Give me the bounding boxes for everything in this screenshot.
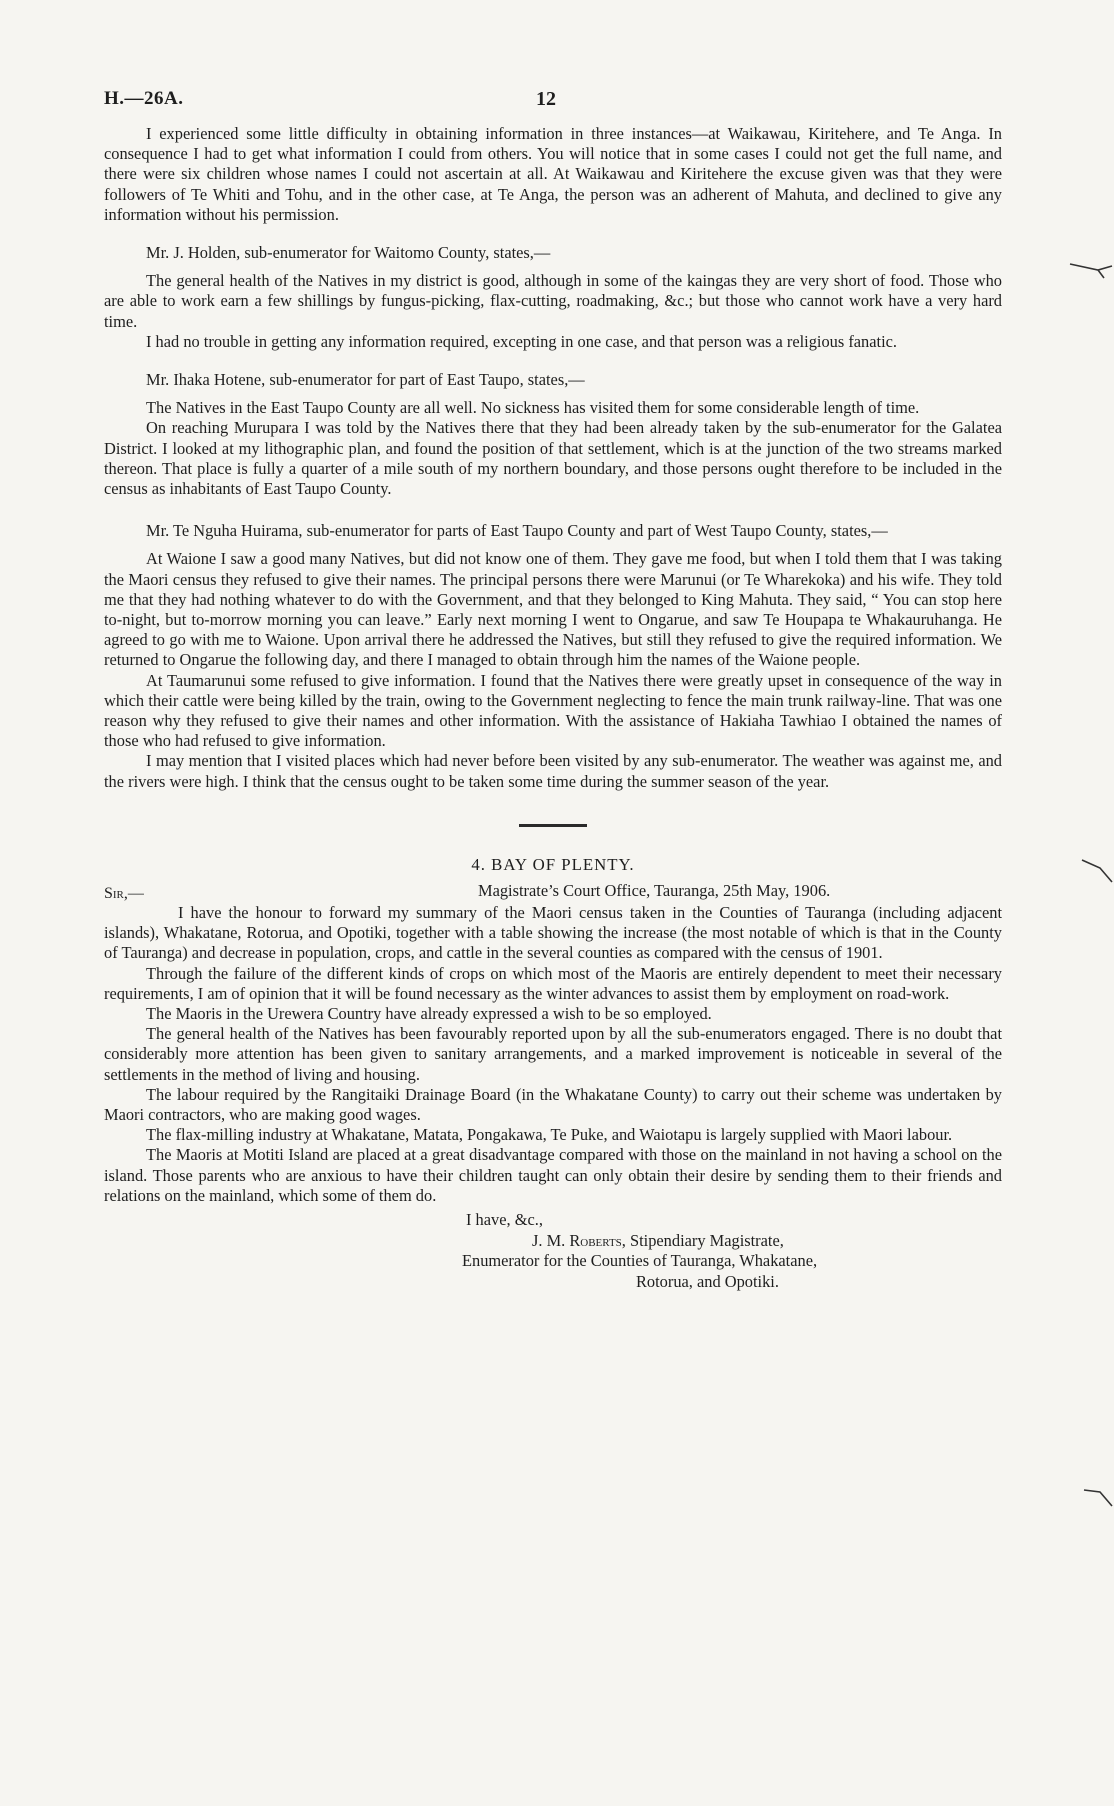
paragraph: I have the honour to forward my summary of the Maori census taken in the Counties of Tauranga (including adjacent islands), Whakatane, Rotorua, and Opotiki, together with a table showing the increase (the most notable of which is that in the County of Tauranga) and decrease in population, crops, and cattle in the several counties as compared with the census of 1901. — [104, 902, 1002, 963]
paragraph: The Maoris at Motiti Island are placed at a great disadvantage compared with those on the mainland in not having a school on the island. Those parents who are anxious to have their children taught can only obtain their desire by sending them to their friends and relations on the mainland, which some of them do. — [104, 1145, 1002, 1205]
paragraph: The Natives in the East Taupo County are all well. No sickness has visited them for some considerable length of time. — [146, 398, 920, 418]
letter-address: Magistrate’s Court Office, Tauranga, 25th May, 1906. — [478, 880, 831, 900]
paragraph: The flax-milling industry at Whakatane, Matata, Pongakawa, Te Puke, and Waiotapu is largely supplied with Maori labour. — [146, 1125, 953, 1145]
report-intro: Mr. Ihaka Hotene, sub-enumerator for part of East Taupo, states,— — [146, 370, 585, 390]
margin-pencil-mark — [1068, 256, 1114, 280]
section-title: 4. BAY OF PLENTY. — [471, 854, 635, 874]
paragraph: The Maoris in the Urewera Country have already expressed a wish to be so employed. — [146, 1003, 712, 1023]
paragraph: I had no trouble in getting any information required, excepting in one case, and that person was a religious fanatic. — [146, 331, 897, 351]
paragraph: The general health of the Natives has been favourably reported upon by all the sub-enumerators engaged. There is no doubt that considerably more attention has been given to sanitary arrangements, and a marked improvement is noticeable in several of the settlements in the method of living and housing. — [104, 1024, 1002, 1084]
closing: I have, &c., — [466, 1209, 543, 1229]
salutation: Sir,— — [104, 884, 144, 902]
paragraph: The general health of the Natives in my district is good, although in some of the kaingas they are very short of food. Those who are able to work earn a few shillings by fungus-picking, flax-cutting, roadmaking, &c.; but those who cannot work have a very hard time. — [104, 271, 1002, 331]
margin-pencil-mark — [1080, 856, 1114, 886]
margin-pencil-mark — [1082, 1486, 1114, 1512]
bay-of-plenty-section — [104, 855, 1002, 1292]
page-number: 12 — [536, 88, 556, 110]
signature-line: Rotorua, and Opotiki. — [636, 1271, 779, 1291]
section-divider — [519, 824, 587, 827]
holden-report — [104, 243, 1002, 352]
report-reference: H.—26A. — [104, 88, 184, 109]
signature-line: Enumerator for the Counties of Tauranga, Whakatane, — [462, 1251, 818, 1271]
top-section — [104, 124, 1002, 225]
huirama-report — [104, 521, 1002, 792]
paragraph: The labour required by the Rangitaiki Drainage Board (in the Whakatane County) to carry out their scheme was undertaken by Maori contractors, who are making good wages. — [104, 1084, 1002, 1124]
letter-heading — [104, 881, 1002, 903]
signature-line — [104, 1231, 1002, 1252]
paragraph: At Waione I saw a good many Natives, but did not know one of them. They gave me food, but when I told them that I was taking the Maori census they refused to give their names. The principal persons there were Marunui (or Te Wharekoka) and his wife. They told me that they had nothing whatever to do with the Government, and that they belonged to King Mahuta. They said, “ You can stop here to-night, but to-morrow morning you can leave.” Early next morning I went to Ongarue, and saw Te Houpapa te Whakauruhanga. He agreed to go with me to Waione. Upon arrival there he addressed the Natives, but still they refused to give the required information. We returned to Ongarue the following day, and there I managed to obtain through him the names of the Waione people. — [104, 549, 1002, 670]
report-intro: Mr. Te Nguha Huirama, sub-enumerator for parts of East Taupo County and part of West Taupo County, states,— — [146, 521, 888, 541]
document-page — [104, 88, 1002, 1292]
paragraph: I may mention that I visited places which had never before been visited by any sub-enumerator. The weather was against me, and the rivers were high. I think that the census ought to be taken some time during the summer season of the year. — [104, 751, 1002, 791]
paragraph: I experienced some little difficulty in obtaining information in three instances—at Waikawau, Kiritehere, and Te Anga. In consequence I had to get what information I could from others. You will notice that in some cases I could not get the full name, and there were six children whose names I could not ascertain at all. At Waikawau and Kiritehere the excuse given was that they were followers of Te Whiti and Tohu, and in the other case, at Te Anga, the person was an adherent of Mahuta, and declined to give any information without his permission. — [104, 124, 1002, 224]
paragraph: Through the failure of the different kinds of crops on which most of the Maoris are entirely dependent to meet their necessary requirements, I am of opinion that it will be found necessary as the winter advances to assist them by employment on road-work. — [104, 963, 1002, 1003]
paragraph: At Taumarunui some refused to give information. I found that the Natives there were greatly upset in consequence of the way in which their cattle were being killed by the train, owing to the Government neglecting to fence the main trunk railway-line. That was one reason why they refused to give their names and other information. With the assistance of Hakiaha Tawhiao I obtained the names of those who had refused to give information. — [104, 670, 1002, 751]
signature-title: , Stipendiary Magistrate, — [621, 1230, 784, 1250]
signature-block — [104, 1210, 1002, 1292]
signature-name: J. M. Roberts — [532, 1230, 622, 1250]
page-header — [104, 88, 1002, 118]
paragraph: On reaching Murupara I was told by the Natives there that they had been already taken by the sub-enumerator for the Galatea District. I looked at my lithographic plan, and found the position of that settlement, which is at the junction of the two streams marked thereon. That place is fully a quarter of a mile south of my northern boundary, and those persons ought therefore to be included in the census as inhabitants of East Taupo County. — [104, 418, 1002, 499]
report-intro: Mr. J. Holden, sub-enumerator for Waitomo County, states,— — [146, 243, 551, 263]
hotene-report — [104, 370, 1002, 499]
